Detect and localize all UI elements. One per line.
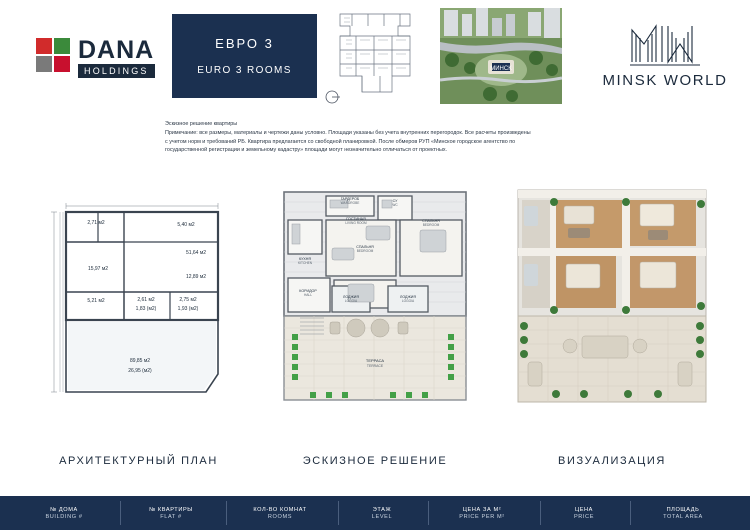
svg-text:WARDROBE: WARDROBE (340, 201, 360, 205)
minsk-world-logo (600, 22, 730, 98)
svg-text:ГАРДЕРОБ: ГАРДЕРОБ (340, 197, 360, 201)
footer-cell-flat (126, 496, 216, 530)
caption-visualization: ВИЗУАЛИЗАЦИЯ (558, 455, 666, 467)
architectural-plan-panel (36, 186, 241, 418)
svg-text:СПАЛЬНЯ: СПАЛЬНЯ (422, 219, 440, 223)
title-ru: ЕВРО 3 (215, 36, 274, 51)
footer-price-en: PRICE (573, 513, 595, 520)
svg-text:12,89 м2: 12,89 м2 (185, 274, 207, 280)
svg-text:BEDROOM: BEDROOM (422, 223, 440, 227)
visualization-panel (508, 186, 716, 418)
minsk-world-mark-icon (628, 22, 702, 66)
svg-text:26,95 (м2): 26,95 (м2) (128, 368, 152, 374)
aerial-photo-thumbnail (440, 8, 562, 104)
svg-text:1,93 (м2): 1,93 (м2) (177, 306, 199, 312)
caption-sketch: ЭСКИЗНОЕ РЕШЕНИЕ (302, 455, 448, 467)
svg-text:WC: WC (392, 203, 398, 207)
footer-flat-ru: № КВАРТИРЫ (149, 506, 193, 513)
note-line-2: Примечание: все размеры, материалы и чертежи даны условно. Площади указаны без учета внутренних перегородок. Все расчеты произведены (165, 129, 531, 136)
note-line-3: с учетом норм и требований РБ. Квартира предлагается со свободной планировкой. После обмеров РУП «Минское городское агентство по (165, 138, 516, 145)
footer-cell-total-area (636, 496, 730, 530)
footer-building-ru: № ДОМА (50, 506, 78, 513)
note-line-1: Эскизное решение квартиры (165, 121, 238, 127)
svg-text:ЛОДЖИЯ: ЛОДЖИЯ (399, 295, 417, 299)
footer-rooms-en: ROOMS (267, 513, 293, 520)
svg-text:1,83 (м2): 1,83 (м2) (135, 306, 157, 312)
title-en: EURO 3 ROOMS (197, 65, 292, 76)
building-keyplan-thumbnail (322, 8, 432, 104)
svg-text:КУХНЯ: КУХНЯ (298, 257, 312, 261)
svg-text:МИНСК: МИНСК (490, 66, 512, 72)
dana-squares-icon (36, 38, 72, 74)
svg-text:ЛОДЖИЯ: ЛОДЖИЯ (342, 295, 360, 299)
footer-price-per-m2-ru: ЦЕНА ЗА М² (462, 506, 502, 513)
footer-flat-en: FLAT # (160, 513, 182, 520)
footer-cell-level (344, 496, 420, 530)
footer-price-ru: ЦЕНА (574, 506, 594, 513)
svg-text:СУ: СУ (392, 199, 398, 203)
svg-text:LIVING ROOM: LIVING ROOM (345, 221, 367, 225)
svg-text:ГОСТИНАЯ: ГОСТИНАЯ (346, 217, 366, 221)
footer-cell-price (546, 496, 622, 530)
dana-subtitle: HOLDINGS (78, 64, 155, 78)
dana-holdings-logo (36, 36, 166, 78)
svg-text:2,71 м2: 2,71 м2 (87, 220, 105, 226)
footer-cell-price-per-m2 (434, 496, 530, 530)
footer-price-per-m2-en: PRICE PER M² (459, 513, 505, 520)
svg-text:89,85 м2: 89,85 м2 (129, 358, 151, 364)
disclaimer-note (165, 120, 585, 155)
minsk-world-wordmark: MINSK WORLD (602, 72, 728, 89)
footer-cell-building (20, 496, 108, 530)
svg-text:TERRACE: TERRACE (366, 364, 384, 368)
svg-text:HALL: HALL (304, 293, 312, 297)
svg-text:2,61 м2: 2,61 м2 (137, 297, 155, 303)
svg-text:5,40 м2: 5,40 м2 (177, 222, 195, 228)
footer-total-area-en: TOTAL AREA (663, 513, 703, 520)
footer-level-en: LEVEL (371, 513, 393, 520)
svg-text:15,97 м2: 15,97 м2 (87, 266, 109, 272)
svg-text:ТЕРРАСА: ТЕРРАСА (365, 358, 385, 363)
footer-level-ru: ЭТАЖ (372, 506, 392, 513)
dana-wordmark: DANA (78, 36, 155, 64)
svg-text:KITCHEN: KITCHEN (298, 261, 312, 265)
svg-text:LOGGIA: LOGGIA (344, 299, 358, 303)
svg-text:5,21 м2: 5,21 м2 (87, 298, 105, 304)
svg-text:КОРИДОР: КОРИДОР (299, 289, 317, 293)
svg-text:2,75 м2: 2,75 м2 (179, 297, 197, 303)
caption-architectural-plan: АРХИТЕКТУРНЫЙ ПЛАН (59, 455, 218, 467)
svg-text:BEDROOM: BEDROOM (356, 249, 374, 253)
footer-total-area-ru: ПЛОЩАДЬ (666, 506, 700, 513)
note-line-4: государственной регистрации и земельному кадастру» площади могут незначительно отличаться от проектных. (165, 147, 448, 154)
header (0, 0, 750, 110)
svg-text:СПАЛЬНЯ: СПАЛЬНЯ (356, 245, 374, 249)
footer-bar (0, 496, 750, 530)
footer-building-en: BUILDING # (45, 513, 83, 520)
footer-rooms-ru: КОЛ-ВО КОМНАТ (253, 506, 307, 513)
sketch-plan-panel (270, 186, 480, 418)
svg-text:LOGGIA: LOGGIA (401, 299, 415, 303)
svg-text:51,64 м2: 51,64 м2 (185, 250, 207, 256)
footer-cell-rooms (232, 496, 328, 530)
title-box (172, 14, 317, 98)
